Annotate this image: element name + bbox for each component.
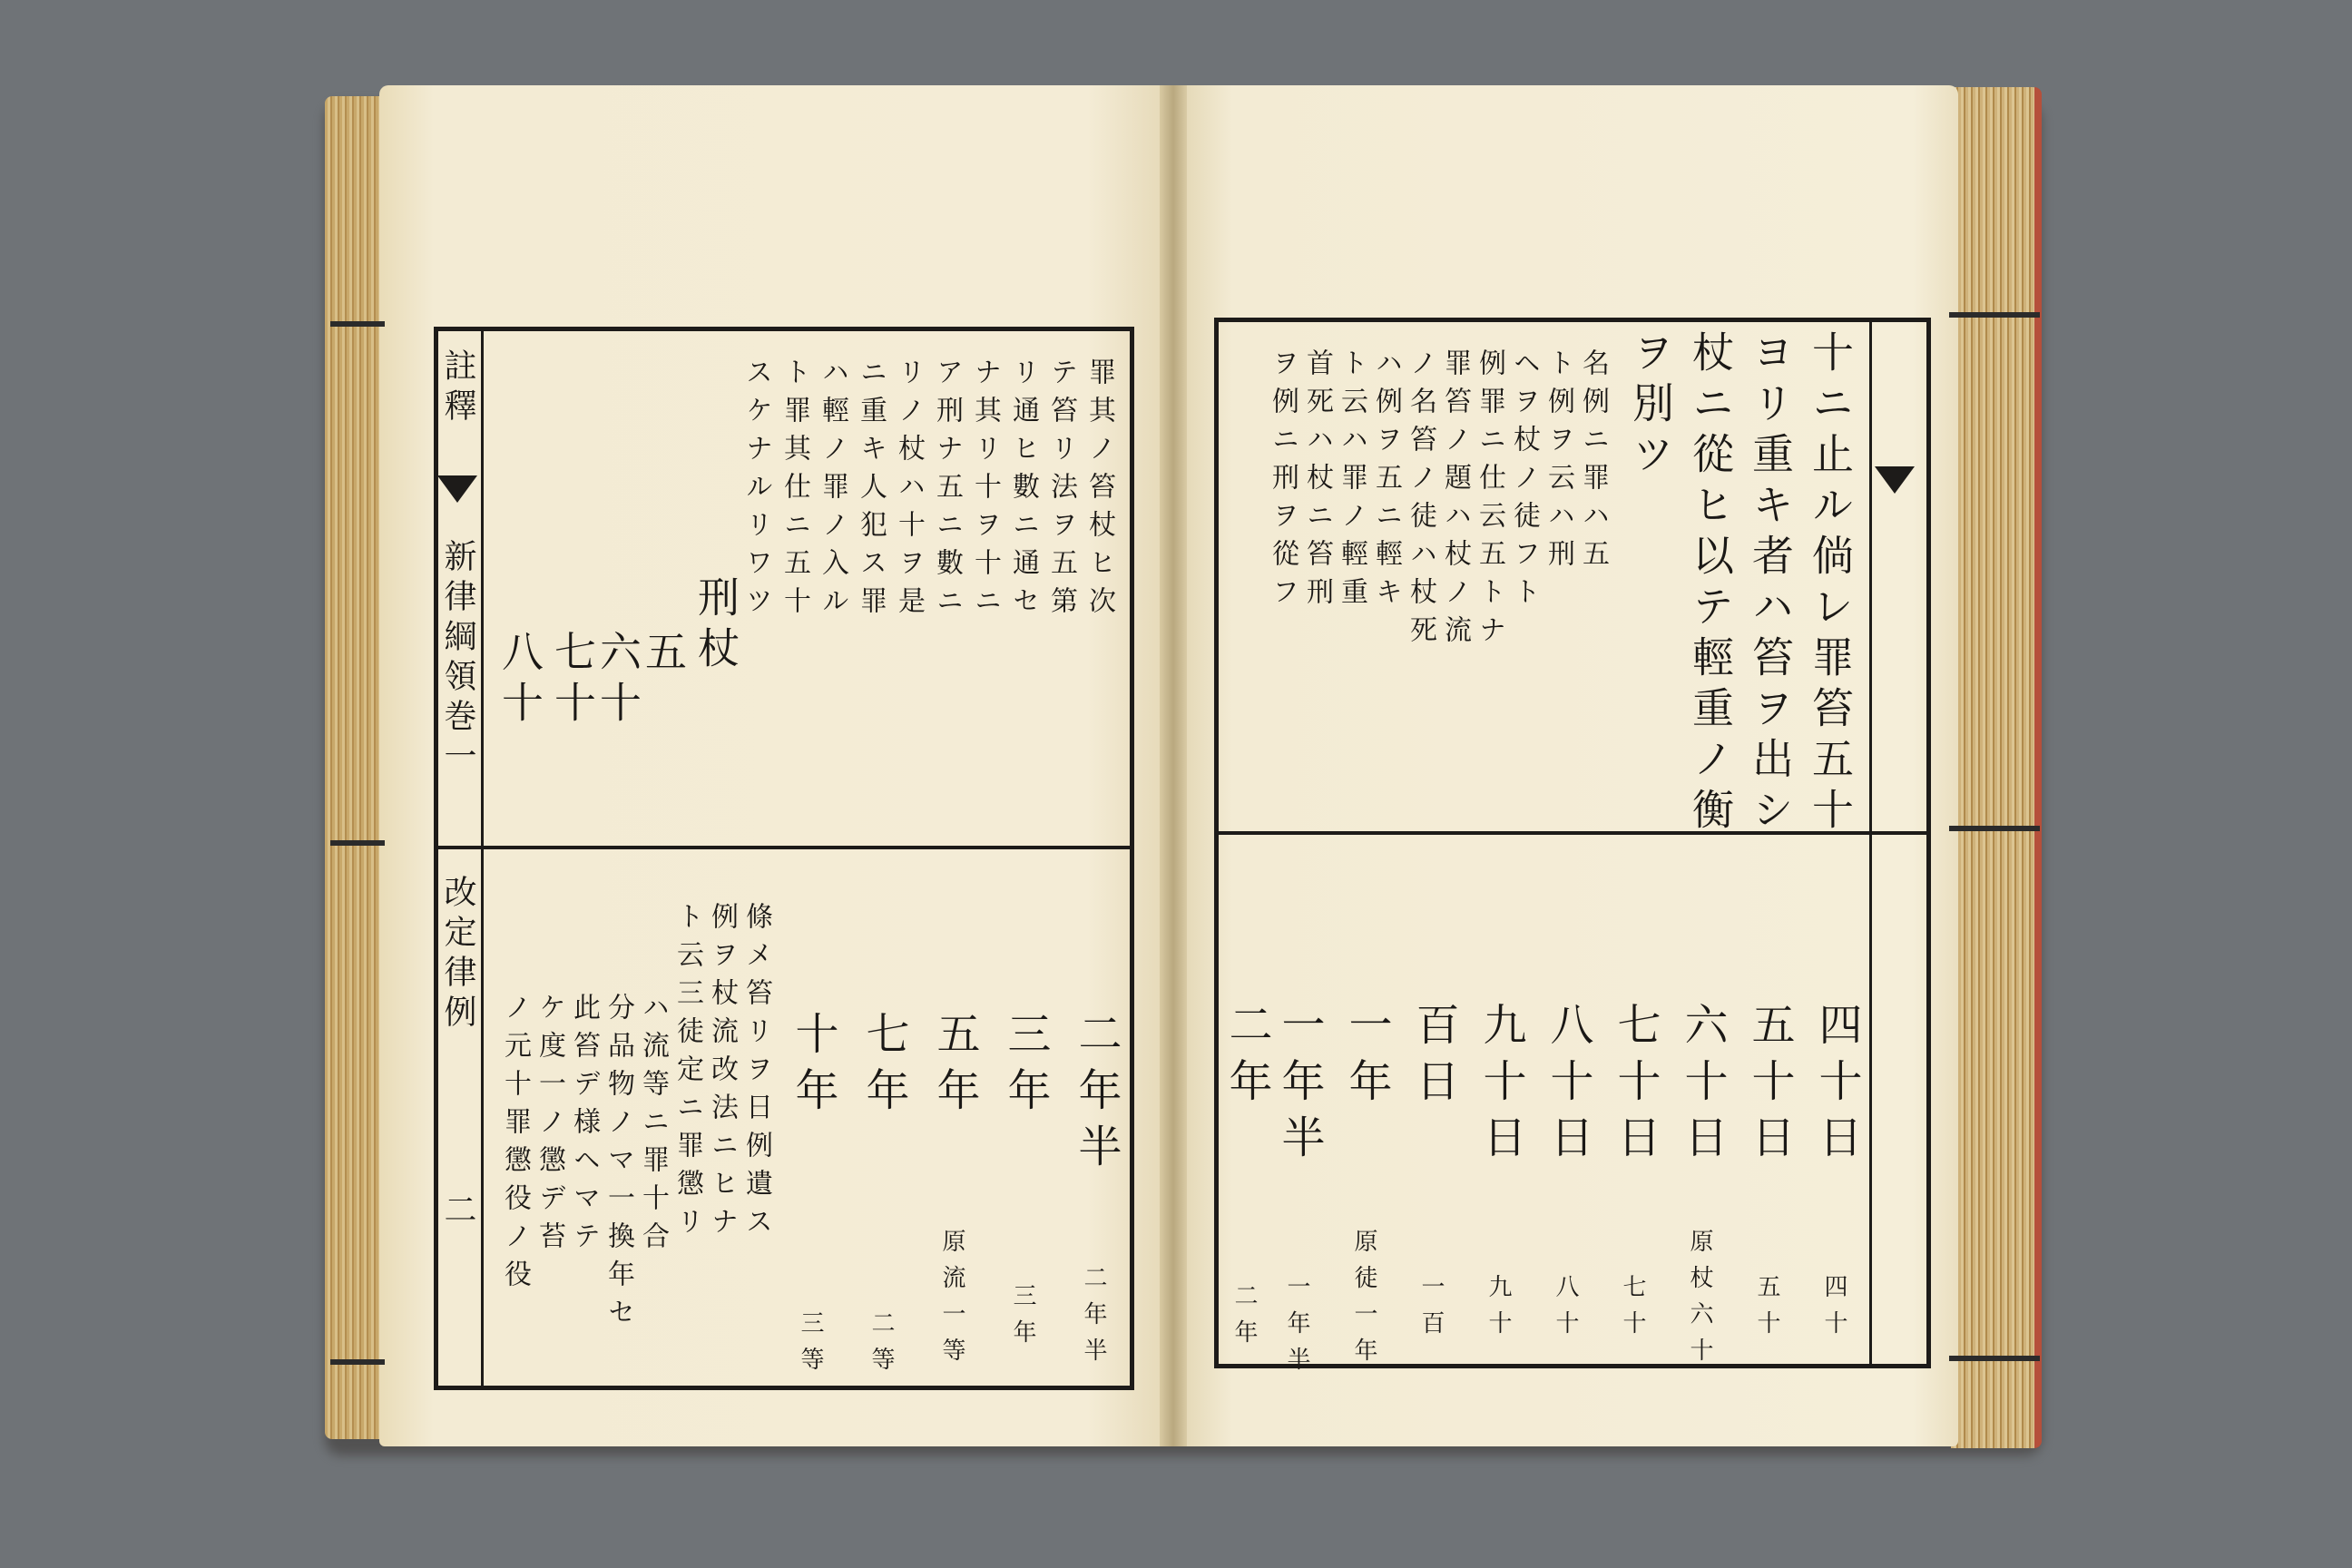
- term-note: 七十: [1619, 1274, 1646, 1347]
- term-value: 五十日: [1744, 1002, 1795, 1171]
- text-column: ハ例ヲ五ニ輕キ: [1370, 348, 1402, 615]
- fishtail-mark: [1875, 466, 1915, 494]
- text-column: 罪笞ノ題ハ杖ノ流: [1439, 348, 1471, 653]
- text-column: ハ輕ノ罪ノ入ル: [817, 358, 848, 624]
- text-column: ヘヲ杖ノ徒フト: [1508, 348, 1540, 615]
- left-divider: [434, 846, 1134, 849]
- text-column: ハ流等ニ罪十合: [637, 993, 669, 1259]
- margin-title-bottom: 改定律例: [439, 875, 476, 1034]
- term-value: 百日: [1408, 1002, 1459, 1114]
- text-column: ケ度一ノ懲デ苔: [534, 993, 565, 1259]
- text-column: ヲ例ニ刑ヲ從フ: [1267, 348, 1298, 615]
- text-column: ナ其リ十ヲ十ニ: [969, 358, 1001, 624]
- text-column-large: ヨリ重キ者ハ笞ヲ出シ: [1746, 330, 1795, 838]
- text-column: 分品物ノマ一換年セ: [603, 993, 634, 1336]
- open-book: [325, 76, 2042, 1457]
- term-note: 五十: [1753, 1274, 1780, 1347]
- term-note: 二等: [867, 1310, 895, 1383]
- term-note: 二年: [1230, 1283, 1258, 1356]
- term-note: 原杖六十: [1686, 1229, 1713, 1374]
- text-column: ア刑ナ五ニ數ニ: [931, 358, 963, 624]
- text-column: 條メ笞リヲ日例遺ス: [740, 902, 772, 1245]
- text-column: リノ杖ハ十ヲ是: [893, 358, 925, 624]
- book-gutter: [1160, 85, 1187, 1446]
- penalty-value: 八十: [495, 630, 544, 731]
- term-value: 二年: [1221, 1002, 1272, 1114]
- term-note: 三年: [1009, 1283, 1036, 1356]
- term-value: 九十日: [1475, 1002, 1526, 1171]
- text-column: リ通ヒ數ニ通セ: [1007, 358, 1039, 624]
- penalty-value: 七十: [548, 630, 597, 731]
- fishtail-mark: [437, 475, 477, 503]
- term-value: 七十日: [1610, 1002, 1661, 1171]
- term-value: 一年半: [1274, 1002, 1325, 1171]
- text-column: テ笞リ法ヲ五第: [1045, 358, 1077, 624]
- text-column: ト例ヲ云ハ刑: [1543, 348, 1574, 577]
- term-value: 四十日: [1811, 1002, 1862, 1171]
- section-heading: 刑杖: [691, 575, 740, 677]
- text-column: ノ元十罪懲役ノ役: [499, 993, 531, 1298]
- page-edges-right: [1951, 87, 2042, 1448]
- left-margin-line: [481, 327, 484, 1390]
- term-value: 一年: [1341, 1002, 1392, 1114]
- text-column: 此笞デ様ヘマテ: [568, 993, 600, 1259]
- text-column-large: 杖ニ從ヒ以テ輕重ノ衡: [1686, 330, 1735, 838]
- binding-thread: [330, 1359, 385, 1365]
- text-column: ト云三徒定ニ罪懲リ: [671, 902, 703, 1245]
- term-note: 一年半: [1283, 1274, 1310, 1383]
- text-column: 例罪ニ仕云五トナ: [1474, 348, 1505, 653]
- term-note: 九十: [1485, 1274, 1512, 1347]
- term-note: 四十: [1820, 1274, 1847, 1347]
- text-column: ト云ハ罪ノ輕重: [1336, 348, 1367, 615]
- right-margin-line: [1869, 318, 1872, 1368]
- margin-title-top: 註釋: [439, 348, 476, 428]
- binding-thread: [1949, 312, 2040, 318]
- binding-thread: [330, 321, 385, 327]
- binding-thread: [330, 840, 385, 846]
- text-column-large: 十ニ止ル倘レ罪笞五十: [1806, 330, 1855, 838]
- margin-page-number: 二: [439, 1192, 476, 1232]
- binding-thread: [1949, 1356, 2040, 1361]
- term-note: 一百: [1417, 1274, 1445, 1347]
- penalty-value: 六十: [593, 630, 642, 731]
- term-note: 原徒一年: [1350, 1229, 1377, 1374]
- binding-thread: [1949, 826, 2040, 831]
- text-column: 名例ニ罪ハ五: [1577, 348, 1609, 577]
- text-column: スケナルリワツ: [740, 358, 772, 624]
- term-value: 八十日: [1543, 1002, 1593, 1171]
- term-value: 五年: [929, 1011, 980, 1123]
- text-column-large: ヲ別ツ: [1626, 330, 1675, 483]
- text-column: 罪其ノ笞杖ヒ次: [1083, 358, 1115, 624]
- term-note: 三等: [797, 1310, 824, 1383]
- left-page: [379, 85, 1180, 1446]
- term-value: 三年: [1000, 1011, 1051, 1123]
- penalty-value: 五: [639, 630, 688, 681]
- text-column: ト罪其仕ニ五十: [779, 358, 810, 624]
- margin-title-mid: 新律綱領巻一: [439, 539, 476, 779]
- term-value: 七年: [858, 1011, 909, 1123]
- right-page: [1169, 85, 1958, 1446]
- term-value: 六十日: [1677, 1002, 1728, 1171]
- text-column: 例ヲ杖流改法ニヒナ: [706, 902, 738, 1245]
- text-column: ニ重キ人犯ス罪: [855, 358, 887, 624]
- term-value: 十年: [788, 1011, 838, 1123]
- text-column: 首死ハ杖ニ笞刑: [1301, 348, 1333, 615]
- term-note: 原流一等: [938, 1229, 965, 1374]
- text-column: ノ名笞ノ徒ハ杖死: [1405, 348, 1436, 653]
- term-value: 二年半: [1071, 1011, 1122, 1180]
- term-note: 二年半: [1080, 1265, 1107, 1374]
- term-note: 八十: [1552, 1274, 1579, 1347]
